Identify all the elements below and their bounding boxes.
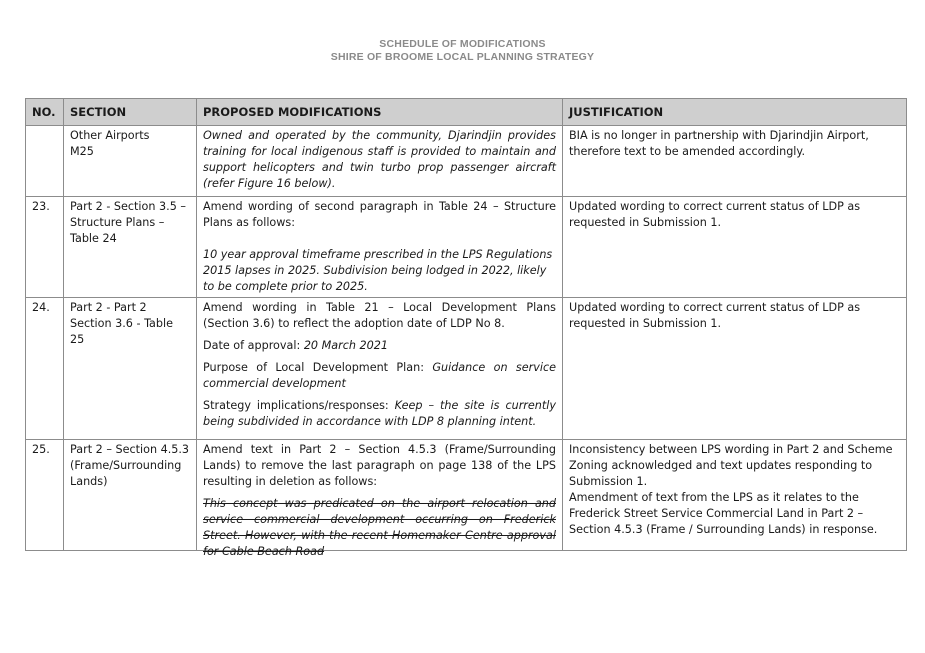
row-section: Part 2 – Section 4.5.3 (Frame/Surrounding Lands) [64, 440, 197, 551]
header-title: SCHEDULE OF MODIFICATIONS [379, 38, 546, 50]
deleted-text: This concept was predicated on the airport relocation and service commercial development occurring on Frederick Street. However, with the recent Homemaker Centre approval for Cable Beach Road [203, 497, 556, 558]
row-proposed [197, 298, 563, 440]
table-row [26, 440, 907, 551]
row-justification [563, 440, 907, 551]
proposed-text: Amend wording of second paragraph in Table 24 – Structure Plans as follows: [203, 200, 556, 229]
purpose-value: Guidance on service commercial development [203, 361, 556, 390]
modifications-table [25, 98, 907, 558]
row-number: 24. [26, 298, 64, 440]
strategy-line [203, 398, 556, 430]
proposed-text: Amend text in Part 2 – Section 4.5.3 (Frame/Surrounding Lands) to remove the last paragraph on page 138 of the LPS resulting in deletion as follows: [203, 443, 556, 488]
header-subtitle: SHIRE OF BROOME LOCAL PLANNING STRATEGY [330, 51, 595, 63]
section-text-line: M25 [70, 145, 94, 158]
row-justification: BIA is no longer in partnership with Djarindjin Airport, therefore text to be amended accordingly. [563, 126, 907, 197]
justification-text: Inconsistency between LPS wording in Part 2 and Scheme Zoning acknowledged and text updates responding to Submission 1. [569, 443, 893, 488]
strategy-label: Strategy implications/responses: [203, 399, 395, 412]
row-number [26, 126, 64, 197]
row-number: 25. [26, 440, 64, 551]
row-section: Part 2 - Part 2 Section 3.6 - Table 25 [64, 298, 197, 440]
table-header-row [26, 99, 907, 126]
proposed-quote: 10 year approval timeframe prescribed in the LPS Regulations 2015 lapses in 2025. Subdivision being lodged in 2022, likely to be complete prior to 2025. [203, 248, 553, 293]
approval-date-value: 20 March 2021 [303, 339, 388, 352]
row-number: 23. [26, 197, 64, 298]
section-text-line: Other Airports [70, 129, 150, 142]
column-header-no: NO. [26, 99, 64, 126]
row-section: Part 2 - Section 3.5 – Structure Plans – Table 24 [64, 197, 197, 298]
column-header-proposed: PROPOSED MODIFICATIONS [197, 99, 563, 126]
table-row [26, 197, 907, 298]
column-header-section: SECTION [64, 99, 197, 126]
column-header-justification: JUSTIFICATION [563, 99, 907, 126]
proposed-text: Amend wording in Table 21 – Local Development Plans (Section 3.6) to reflect the adoption date of LDP No 8. [203, 301, 556, 330]
row-section [64, 126, 197, 197]
row-proposed [197, 440, 563, 558]
row-justification: Updated wording to correct current status of LDP as requested in Submission 1. [563, 197, 907, 298]
approval-date-line [203, 338, 556, 354]
document-header [0, 38, 925, 64]
approval-date-label: Date of approval: [203, 339, 304, 352]
row-proposed [197, 126, 563, 197]
row-justification: Updated wording to correct current status of LDP as requested in Submission 1. [563, 298, 907, 440]
table-row [26, 126, 907, 197]
table-row [26, 298, 907, 440]
proposed-text: Owned and operated by the community, Djarindjin provides training for local indigenous staff is provided to maintain and support helicopters and twin turbo prop passenger aircraft (refer Figure 16 below). [203, 129, 556, 190]
purpose-line [203, 360, 556, 392]
purpose-label: Purpose of Local Development Plan: [203, 361, 433, 374]
strategy-value: Keep – the site is currently being subdivided in accordance with LDP 8 planning intent. [203, 399, 556, 428]
justification-text: Amendment of text from the LPS as it relates to the Frederick Street Service Commercial Land in Part 2 – Section 4.5.3 (Frame / Surrounding Lands) in response. [569, 491, 878, 536]
row-proposed [197, 197, 563, 298]
